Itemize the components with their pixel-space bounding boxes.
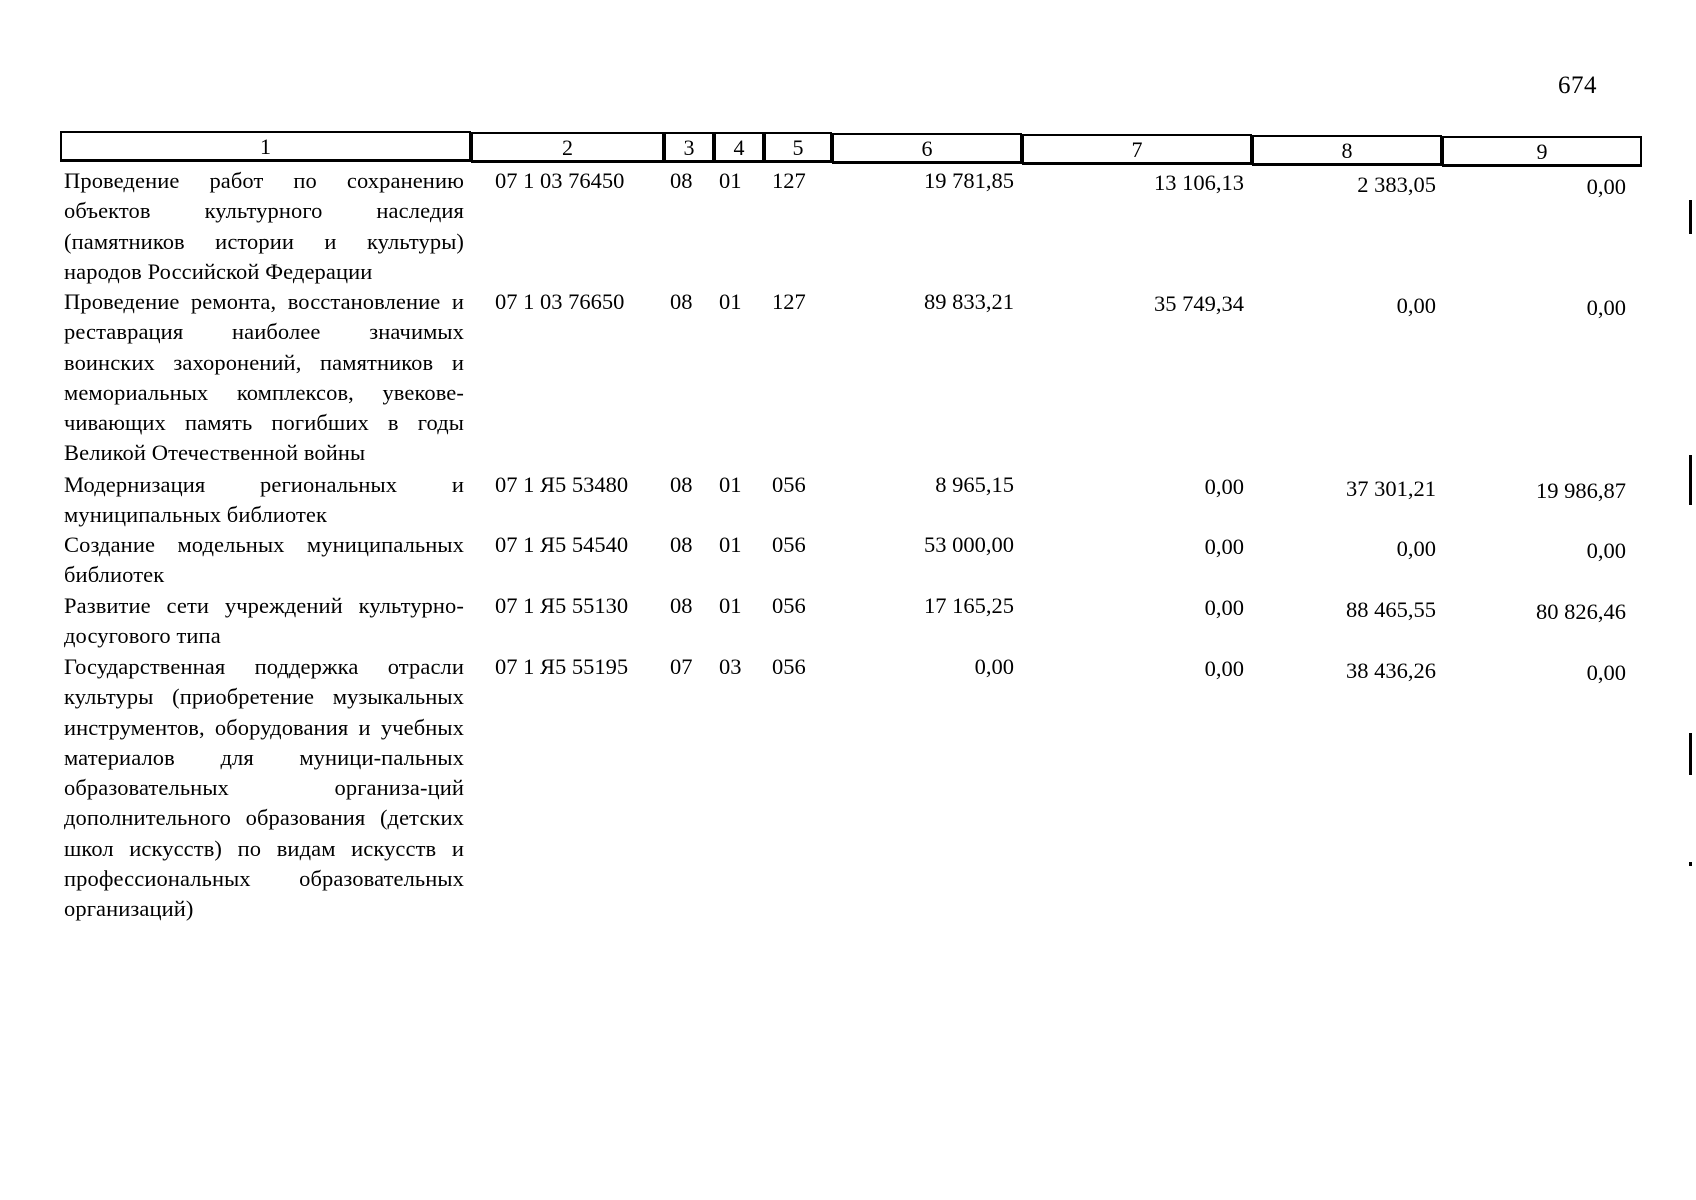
row-subsection: 03	[719, 654, 742, 679]
header-col-5: 5	[764, 132, 832, 163]
row-value-9: 0,00	[1586, 538, 1626, 563]
row-expense-type: 127	[772, 168, 806, 193]
page-number: 674	[1558, 72, 1597, 99]
header-col-8: 8	[1252, 135, 1442, 166]
row-section: 08	[670, 289, 693, 314]
row-section: 08	[670, 168, 693, 193]
row-value-7: 0,00	[1204, 656, 1244, 681]
row-code: 07 1 03 76450	[495, 168, 625, 193]
row-value-7: 35 749,34	[1154, 291, 1244, 316]
row-expense-type: 056	[772, 472, 806, 497]
header-col-7: 7	[1022, 134, 1252, 165]
row-description: Развитие сети учреждений культурно-досугового типа	[64, 593, 464, 649]
row-value-9: 80 826,46	[1536, 599, 1626, 624]
row-code: 07 1 Я5 55130	[495, 593, 629, 618]
header-col-3: 3	[664, 132, 714, 163]
row-value-6: 8 965,15	[935, 472, 1014, 497]
row-expense-type: 056	[772, 532, 806, 557]
row-code: 07 1 Я5 55195	[495, 654, 629, 679]
row-value-6: 19 781,85	[924, 168, 1014, 193]
row-description: Проведение ремонта, восстановление и реставрация наиболее значимых воинских захоронений, памятников и мемориальных комплексов, увекове-чивающих память погибших в годы Великой Отечественной войны	[64, 289, 464, 466]
row-value-8: 2 383,05	[1357, 172, 1436, 197]
row-value-6: 53 000,00	[924, 532, 1014, 557]
row-subsection: 01	[719, 593, 742, 618]
row-value-7: 0,00	[1204, 534, 1244, 559]
table-header	[60, 131, 1642, 164]
row-subsection: 01	[719, 532, 742, 557]
row-expense-type: 056	[772, 593, 806, 618]
row-expense-type: 056	[772, 654, 806, 679]
row-code: 07 1 Я5 53480	[495, 472, 629, 497]
row-subsection: 01	[719, 472, 742, 497]
row-value-7: 0,00	[1204, 595, 1244, 620]
header-col-6: 6	[832, 133, 1022, 164]
row-value-7: 13 106,13	[1154, 170, 1244, 195]
row-value-9: 0,00	[1586, 295, 1626, 320]
scan-edge-mark	[1689, 455, 1692, 505]
row-value-6: 89 833,21	[924, 289, 1014, 314]
row-value-6: 17 165,25	[924, 593, 1014, 618]
row-description: Проведение работ по сохранению объектов культурного наследия (памятников истории и культуры) народов Российской Федерации	[64, 168, 464, 284]
row-section: 08	[670, 593, 693, 618]
row-code: 07 1 03 76650	[495, 289, 625, 314]
row-section: 08	[670, 532, 693, 557]
row-expense-type: 127	[772, 289, 806, 314]
row-value-9: 0,00	[1586, 174, 1626, 199]
row-description: Создание модельных муниципальных библиотек	[64, 532, 464, 588]
row-subsection: 01	[719, 289, 742, 314]
row-value-8: 0,00	[1396, 536, 1436, 561]
row-value-8: 38 436,26	[1346, 658, 1436, 683]
header-col-2: 2	[471, 132, 664, 163]
row-value-9: 19 986,87	[1536, 478, 1626, 503]
header-col-1: 1	[60, 131, 471, 162]
row-section: 07	[670, 654, 693, 679]
row-description: Государственная поддержка отрасли культуры (приобретение музыкальных инструментов, оборудования и учебных материалов для муници-пальных образовательных организа-ций дополнительного образования (детских школ искусств) по видам искусств и профессиональных образовательных организаций)	[64, 654, 464, 922]
row-value-8: 0,00	[1396, 293, 1436, 318]
row-value-8: 88 465,55	[1346, 597, 1436, 622]
header-col-4: 4	[714, 132, 764, 163]
row-code: 07 1 Я5 54540	[495, 532, 629, 557]
row-section: 08	[670, 472, 693, 497]
row-value-8: 37 301,21	[1346, 476, 1436, 501]
scan-edge-mark	[1689, 733, 1692, 775]
row-value-6: 0,00	[974, 654, 1014, 679]
row-value-9: 0,00	[1586, 660, 1626, 685]
row-description: Модернизация региональных и муниципальных библиотек	[64, 472, 464, 528]
scan-edge-mark	[1689, 200, 1692, 234]
header-col-9: 9	[1442, 136, 1642, 167]
scan-edge-mark	[1689, 862, 1692, 866]
row-subsection: 01	[719, 168, 742, 193]
row-value-7: 0,00	[1204, 474, 1244, 499]
